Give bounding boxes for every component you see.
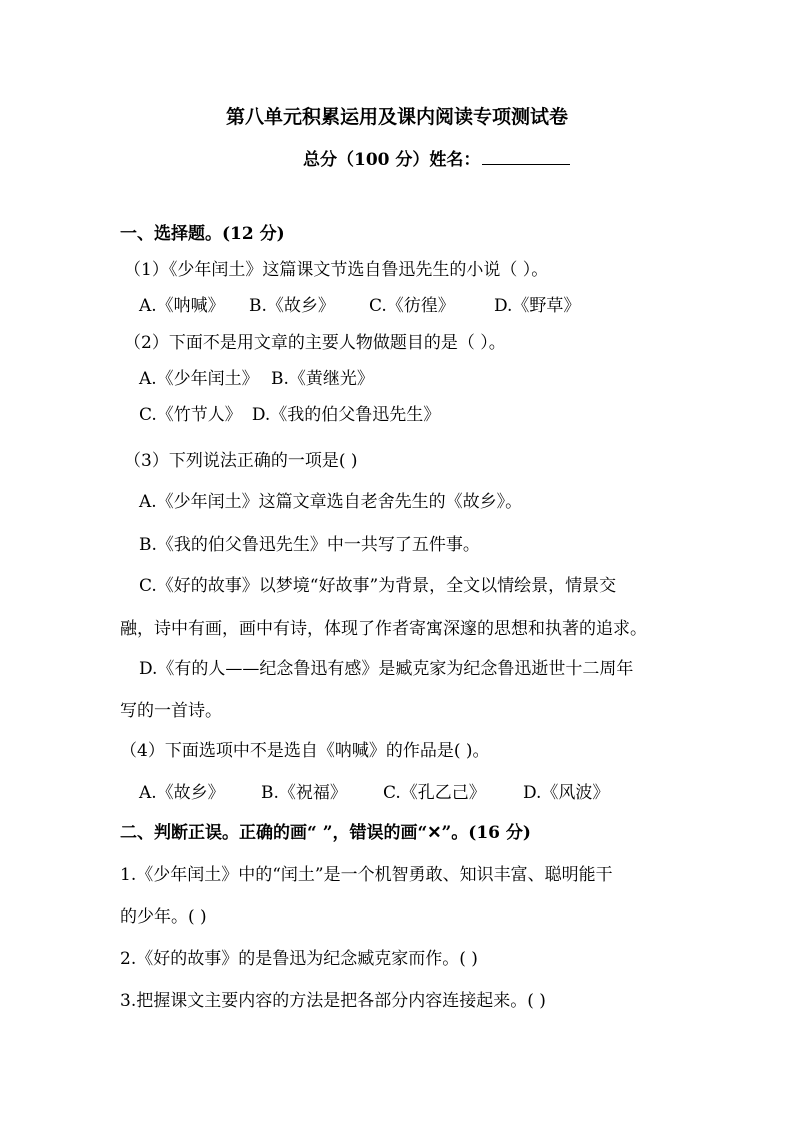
q1-options	[139, 295, 580, 317]
page-title: 第八单元积累运用及课内阅读专项测试卷	[225, 106, 568, 128]
q1-option-c[interactable]: C.《彷徨》	[369, 296, 455, 316]
q4-options	[139, 782, 609, 804]
judge-item3: 3.把握课文主要内容的方法是把各部分内容连接起来。( )	[120, 991, 546, 1011]
q2-option-a[interactable]: A.《少年闰土》	[139, 369, 259, 389]
section1-heading: 一、选择题。(12 分)	[120, 224, 285, 244]
q3-option-a[interactable]: A.《少年闰土》这篇文章选自老舍先生的《故乡》。	[139, 492, 523, 512]
q3-stem: （3）下列说法正确的一项是( )	[124, 451, 358, 471]
q4-option-d[interactable]: D.《风波》	[523, 783, 610, 803]
q4-option-a[interactable]: A.《故乡》	[139, 783, 225, 803]
q3-option-d-line2: 写的一首诗。	[120, 701, 222, 721]
q4-stem: （4）下面选项中不是选自《呐喊》的作品是( )。	[120, 741, 490, 761]
section2-heading: 二、判断正误。正确的画“ ”，错误的画“✕”。(16 分)	[120, 823, 531, 843]
judge-item2: 2.《好的故事》的是鲁迅为纪念臧克家而作。( )	[120, 949, 478, 969]
q1-option-d[interactable]: D.《野草》	[494, 296, 581, 316]
q1-stem: （1）《少年闰土》这篇课文节选自鲁迅先生的小说（ ）。	[124, 260, 549, 280]
q2-option-b[interactable]: B.《黄继光》	[271, 369, 374, 389]
q2-stem: （2）下面不是用文章的主要人物做题目的是（ ）。	[124, 333, 506, 353]
q3-option-c-line1[interactable]: C.《好的故事》以梦境“好故事”为背景，全文以情绘景，情景交	[139, 576, 617, 596]
q3-option-c-line2: 融，诗中有画，画中有诗，体现了作者寄寓深邃的思想和执著的追求。	[120, 619, 647, 639]
q1-option-b[interactable]: B.《故乡》	[249, 296, 335, 316]
q2-option-d[interactable]: D.《我的伯父鲁迅先生》	[251, 405, 441, 425]
judge-item1-line1: 1.《少年闰土》中的“闰土”是一个机智勇敢、知识丰富、聪明能干	[120, 865, 613, 885]
q2-option-c[interactable]: C.《竹节人》	[139, 405, 242, 425]
q3-option-b[interactable]: B.《我的伯父鲁迅先生》中一共写了五件事。	[139, 535, 480, 555]
q2-options-row2	[139, 404, 440, 426]
score-name-label: 总分（100 分）姓名：	[303, 150, 481, 170]
judge-item1-line2: 的少年。( )	[120, 907, 207, 927]
q3-option-d-line1[interactable]: D.《有的人——纪念鲁迅有感》是臧克家为纪念鲁迅逝世十二周年	[139, 659, 634, 679]
q1-option-a[interactable]: A.《呐喊》	[139, 296, 225, 316]
q2-options-row1	[139, 368, 374, 390]
q4-option-c[interactable]: C.《孔乙己》	[383, 783, 486, 803]
q4-option-b[interactable]: B.《祝福》	[261, 783, 347, 803]
score-and-name-line	[303, 148, 570, 171]
name-blank-field[interactable]	[482, 148, 570, 165]
